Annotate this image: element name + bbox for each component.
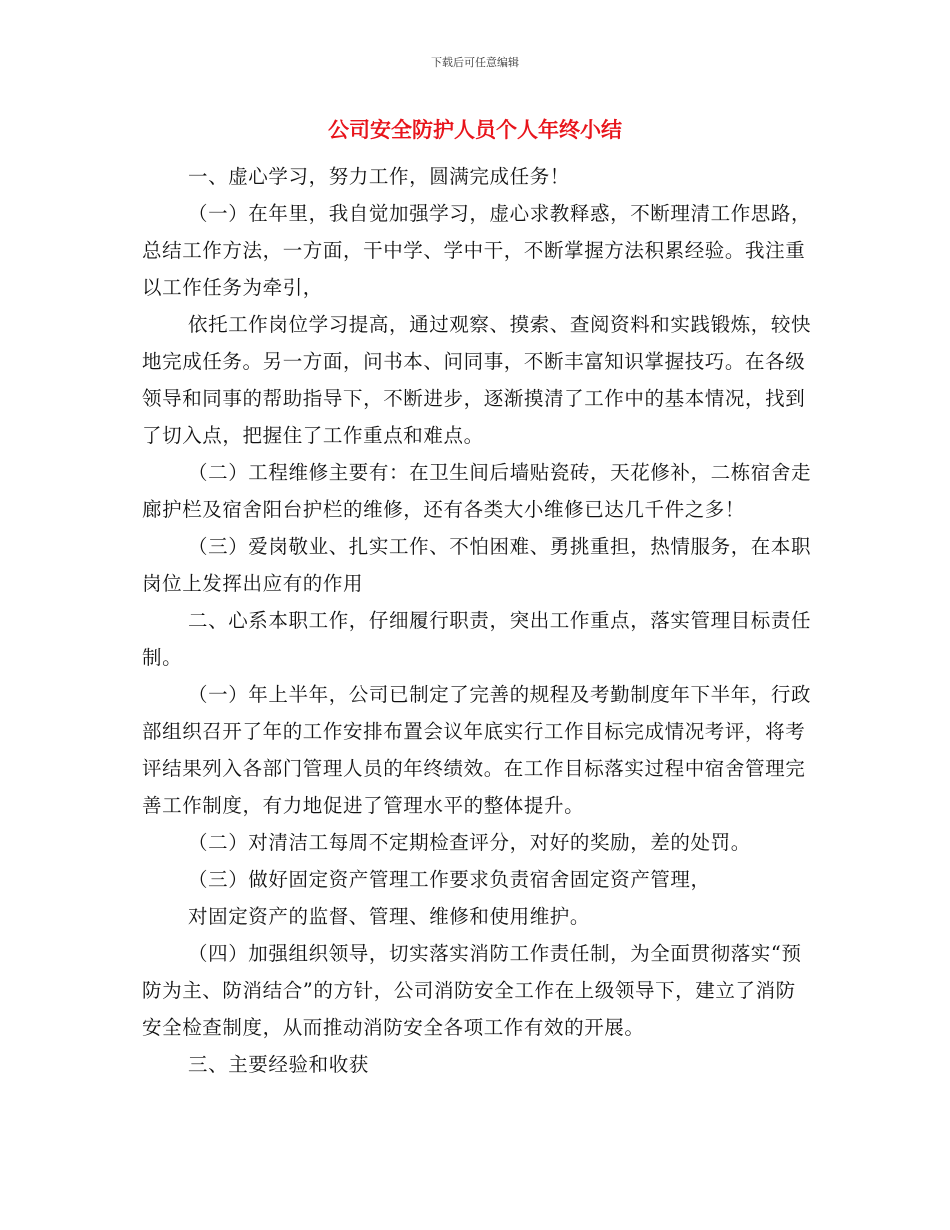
document-body <box>142 158 812 1083</box>
paragraph: （四）加强组织领导，切实落实消防工作责任制，为全面贯彻落实“预防为主、防消结合”的方针，公司消防安全工作在上级领导下，建立了消防安全检查制度，从而推动消防安全各项工作有效的开展。 <box>142 942 802 1039</box>
paragraph: 对固定资产的监督、管理、维修和使用维护。 <box>188 905 591 928</box>
header-note: 下载后可任意编辑 <box>431 56 519 69</box>
document-title: 公司安全防护人员个人年终小结 <box>328 118 622 142</box>
paragraph: （二）工程维修主要有：在卫生间后墙贴瓷砖，天花修补，二栋宿舍走廊护栏及宿舍阳台护栏的维修，还有各类大小维修已达几千件之多！ <box>142 461 812 521</box>
paragraph: 依托工作岗位学习提高，通过观察、摸索、查阅资料和实践锻炼，较快地完成任务。另一方面，问书本、问同事，不断丰富知识掌握技巧。在各级领导和同事的帮助指导下，不断进步，逐渐摸清了工作中的基本情况，找到了切入点，把握住了工作重点和难点。 <box>142 313 812 447</box>
paragraph: 三、主要经验和收获 <box>188 1053 369 1076</box>
paragraph: （三）做好固定资产管理工作要求负责宿舍固定资产管理， <box>188 868 711 891</box>
paragraph: 二、心系本职工作，仔细履行职责，突出工作重点，落实管理目标责任制。 <box>142 609 812 669</box>
paragraph: （一）在年里，我自觉加强学习，虚心求教释惑，不断理清工作思路，总结工作方法，一方面，干中学、学中干，不断掌握方法积累经验。我注重以工作任务为牵引， <box>142 202 812 299</box>
paragraph: 一、虚心学习，努力工作，圆满完成任务！ <box>188 165 570 188</box>
paragraph: （三）爱岗敬业、扎实工作、不怕困难、勇挑重担，热情服务，在本职岗位上发挥出应有的作用 <box>142 535 812 595</box>
paragraph: （一）年上半年，公司已制定了完善的规程及考勤制度年下半年，行政部组织召开了年的工作安排布置会议年底实行工作目标完成情况考评，将考评结果列入各部门管理人员的年终绩效。在工作目标落实过程中宿舍管理完善工作制度，有力地促进了管理水平的整体提升。 <box>142 683 812 817</box>
paragraph: （二）对清洁工每周不定期检查评分，对好的奖励，差的处罚。 <box>188 831 751 854</box>
